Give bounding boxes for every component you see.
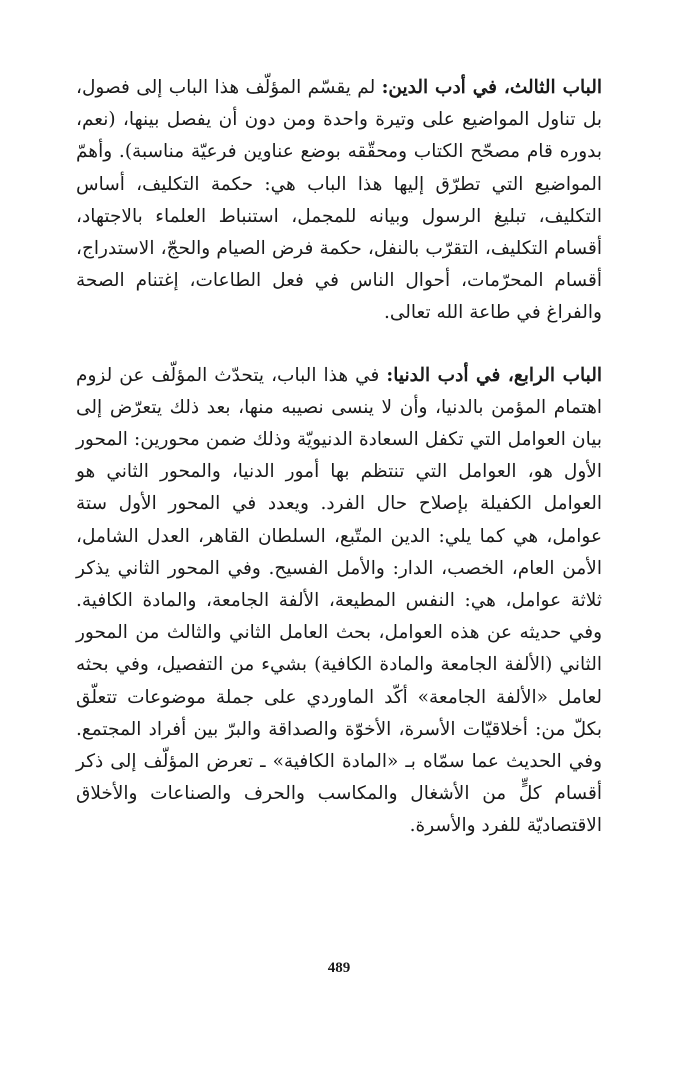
paragraph-chapter-three [76, 72, 602, 330]
chapter-four-text: في هذا الباب، يتحدّث المؤلّف عن لزوم اهتمام المؤمن بالدنيا، وأن لا ينسى نصيبه منها، بعد ذلك يتعرّض إلى بيان العوامل التي تكفل السعادة الدنيويّة وذلك ضمن محورين: المحور الأول هو، العوامل التي تنتظم بها أمور الدنيا، والمحور الثاني هو العوامل الكفيلة بإصلاح حال الفرد. ويعدد في المحور الأول ستة عوامل، هي كما يلي: الدين المتّبع، السلطان القاهر، العدل الشامل، الأمن العام، الخصب، الدار: والأمل الفسيح. وفي المحور الثاني يذكر ثلاثة عوامل، هي: النفس المطيعة، الألفة الجامعة، والمادة الكافية. وفي حديثه عن هذه العوامل، بحث العامل الثاني والثالث من المحور الثاني (الألفة الجامعة والمادة الكافية) بشيء من التفصيل، وفي بحثه لعامل «الألفة الجامعة» أكّد الماوردي على جملة موضوعات تتعلّق بكلّ من: أخلاقيّات الأسرة، الأخوّة والصداقة والبرّ بين أفراد المجتمع. وفي الحديث عما سمّاه بـ «المادة الكافية» ـ تعرض المؤلّف إلى ذكر أقسام كلٍّ من الأشغال والمكاسب والحرف والصناعات والأخلاق الاقتصاديّة للفرد والأسرة. [76, 364, 602, 837]
chapter-four-heading: الباب الرابع، في أدب الدنيا: [386, 364, 602, 386]
chapter-three-text: لم يقسّم المؤلّف هذا الباب إلى فصول، بل تناول المواضيع على وتيرة واحدة ومن دون أن يفصل بينها، (نعم، بدوره قام مصحّح الكتاب ومحقّقه بوضع عناوين فرعيّة مناسبة). وأهمّ المواضيع التي تطرّق إليها هذا الباب هي: حكمة التكليف، أساس التكليف، تبليغ الرسول وبيانه للمجمل، استنباط العلماء بالاجتهاد، أقسام التكليف، التقرّب بالنفل، حكمة فرض الصيام والحجّ، الاستدراج، أقسام المحرّمات، أحوال الناس في فعل الطاعات، إغتنام الصحة والفراغ في طاعة الله تعالى. [76, 77, 602, 324]
page-number: 489 [327, 960, 351, 976]
paragraph-chapter-four [76, 360, 602, 843]
page-body [76, 72, 602, 843]
chapter-three-heading: الباب الثالث، في أدب الدين: [381, 77, 602, 98]
